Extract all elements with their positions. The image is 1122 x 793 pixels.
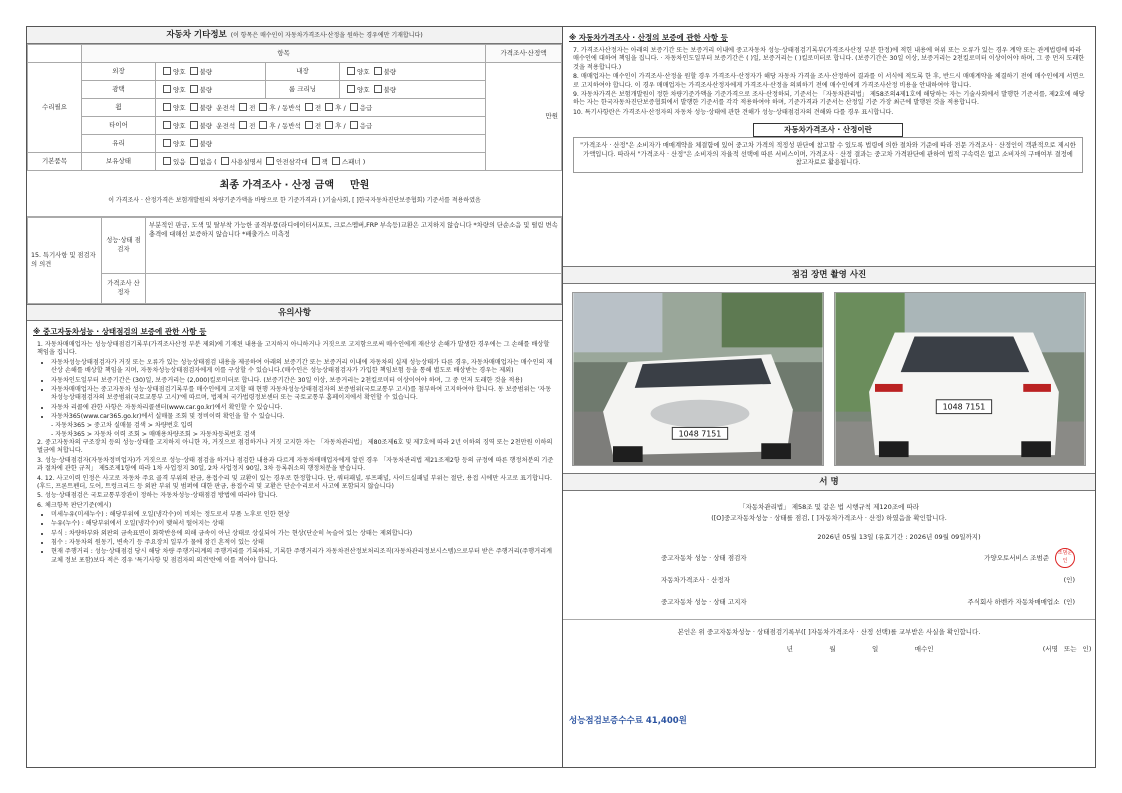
checkbox[interactable] <box>190 67 198 75</box>
price-header: 가격조사·산정액 <box>486 45 562 63</box>
checkbox[interactable] <box>163 67 171 75</box>
item-header: 항목 <box>82 45 486 63</box>
final-price-box: 최종 가격조사 · 산정 금액 만원 이 가격조사 · 산정가격은 보험개발원의 차량기준가액을 바탕으로 한 기준가격과 ( )기술사회, [ ]한국자동차진단보증협회) 기준서를 적용하였음 <box>27 171 562 217</box>
checkbox[interactable] <box>347 67 355 75</box>
opinion-table: 15. 특기사항 및 점검자의 의견 성능·상태 점검자 부분적인 판금, 도색 및 탈부착 가능한 골격부품(라디에이터서포트, 크로스멤버,FRP 부속등)교환은 고지하지 않습니다 *차량의 단순소음 및 떨림 변속충격에 대해선 보증하지 않습니다 *배출가스 미측정 가격조사 산정자 <box>27 217 562 304</box>
checkbox[interactable] <box>350 103 358 111</box>
checkbox[interactable] <box>190 157 198 165</box>
checkbox[interactable] <box>163 139 171 147</box>
caution-title: 유의사항 <box>27 304 562 321</box>
price-unit: 만원 <box>486 63 562 171</box>
checkbox[interactable] <box>259 121 267 129</box>
inspector-opinion: 부분적인 판금, 도색 및 탈부착 가능한 골격부품(라디에이터서포트, 크로스멤버,FRP 부속등)교환은 고지하지 않습니다 *차량의 단순소음 및 떨림 변속충격에 대해선 보증하지 않습니다 *배출가스 미측정 <box>146 218 562 274</box>
checkbox[interactable] <box>259 103 267 111</box>
etc-info-title: 자동차 기타정보 (이 항목은 매수인이 자동차가격조사·산정을 원하는 경우에만 기재합니다) <box>27 27 562 44</box>
checkbox[interactable] <box>266 157 274 165</box>
checkbox[interactable] <box>325 121 333 129</box>
appraisal-definition-text: "가격조사 · 산정"은 소비자가 매매계약을 체결함에 있어 중고차 가격의 적정성 판단에 참고할 수 있도록 법령에 의한 절차와 기준에 따라 전문 가격조사 · 산정인이 객관적으로 제시한 가액입니다. 따라서 "가격조사 · 산정"은 소비자의 자율적 선택에 따른 서비스이며, 가격조사 · 산정 결과는 중고차 가격판단에 관하여 법적 구속력은 없고 소비자의 구매여부 결정에 참고자료로 활용됩니다. <box>573 137 1083 173</box>
price-guarantee-section: ※ 자동차가격조사 · 산정의 보증에 관한 사항 등 7. 가격조사산정자는 아래의 보증기간 또는 보증거리 이내에 중고자동차 성능·상태점검기록부(가격조사산정 부분 한정)에 적힌 내용에 허위 또는 오류가 있는 경우 계약 또는 관계법령에 따라 매수인에 대하여 책임을 집니다. · 자동차인도일부터 보증기간은 ( )일, 보증거리는 ( )킬로미터로 합니다. (보증기간은 30일 이상, 보증거리는 2천킬로미터 이상이어야 하며, 그 중 먼저 도래한 것을 적용합니다.) 8. 매매업자는 매수인이 가격조사·산정을 원할 경우 가격조사·산정자가 해당 자동차 가격을 조사·산정하여 결과를 이 서식에 적도록 한 후, 반드시 매매계약을 체결하기 전에 매수인에게 서면으로 고지하여야 합니다. 이 경우 매매업자는 가격조사산정자에게 가격조사·산정을 의뢰하기 전에 매수인에게 가격조사산정 비용을 안내하여야 합니다. 9. 자동차가격은 보험개발원이 정한 차량기준가액을 기준가격으로 조사·산정하되, 기준서는 「자동차관리법」 제58조의4제1호에 해당하는 자는 기술사회에서 발행한 기준서를, 제2호에 해당하는 자는 한국자동차진단보증협회에서 발행한 기준서를 각각 적용하여야 하며, 기준가격과 기준서는 산정일 기준 가장 최근에 발행된 것을 적용합니다. 10. 특기사항란은 가격조사·산정자의 자동차 성능·상태에 관한 견해가 성능·상태점검자의 견해와 다를 경우 표시합니다. 자동차가격조사 · 산정이란 "가격조사 · 산정"은 소비자가 매매계약을 체결함에 있어 중고차 가격의 적정성 판단에 참고할 수 있도록 법령에 의한 절차와 기준에 따라 전문 가격조사 · 산정인이 객관적으로 제시한 가액입니다. 따라서 "가격조사 · 산정"은 소비자의 자율적 선택에 따른 서비스이며, 가격조사 · 산정 결과는 중고차 가격판단에 관하여 법적 구속력은 없고 소비자의 구매여부 결정에 참고자료로 활용됩니다. <box>563 27 1095 267</box>
checkbox[interactable] <box>221 157 229 165</box>
checkbox[interactable] <box>374 67 382 75</box>
front-car-photo <box>572 292 824 466</box>
appraisal-definition-label: 자동차가격조사 · 산정이란 <box>753 123 903 137</box>
caution-body: ※ 중고자동차성능 · 상태점검의 보증에 관한 사항 등 1. 자동차매매업자는 성능상태점검기록부(가격조사산정 부분 제외)에 기재된 내용을 고지하지 아니하거나 거짓으로 고지함으로써 매수인에게 재산상 손해가 발생한 경우에는 그 손해를 배상할 책임을 집니다. • 자동차성능상태점검자가 거짓 또는 오류가 있는 성능상태점검 내용을 제공하여 아래의 보증기간 또는 보증거리 이내에 자동차의 실제 성능상태가 다른 경우, 자동차매매업자는 매수인의 재산상 손해를 배상할 책임을 지며, 자동차성능상태점검자에게 이를 구상할 수 있습니다.(매수인은 성능상태점검자가 가입한 책임보험 등을 통해 별도로 배상받는 경우는 제외) • 자동차인도일부터 보증기간은 (30)일, 보증거리는 (2,000)킬로미터로 합니다. (보증기간은 30일 이상, 보증거리는 2천킬로미터 이상이어야 하며, 그 중 먼저 도래한 것을 적용) • 자동차매매업자는 중고자동차 성능·상태점검기록부를 매수인에게 고지할 때 현행 자동차성능상태점검자의 보증범위(국토교통부 고시)를 첨부하여 고지하여야 합니다. 동 보증범위는 '자동차성능상태점검자의 보증범위(국토교통부 고시)'에 따르며, 법제처 국가법령정보센터 또는 국토교통부 홈페이지에서 확인할 수 있습니다. • 자동차 리콜에 관한 사항은 자동차리콜센터(www.car.go.kr)에서 확인할 수 있습니다. • 자동차365(www.car365.go.kr)에서 실매물 조회 및 정비이력 확인을 할 수 있습니다. - 자동차365 > 중고차 실매물 검색 > 차량번호 입력 - 자동차365 > 자동차 이력 조회 > 매매용차량조회 > 자동차등록번호 검색 2. 중고자동차의 구조장치 등의 성능·상태를 고지하지 아니한 자, 거짓으로 점검하거나 거짓 고지한 자는 「자동차관리법」 제80조제6호 및 제7호에 따라 2년 이하의 징역 또는 2천만원 이하의 벌금에 처합니다. 3. 성능·상태점검자(자동차정비업자)가 거짓으로 성능·상태 점검을 하거나 점검한 내용과 다르게 자동차매매업자에게 알린 경우 「자동차관리법 제21조제2항 등의 규정에 따른 행정처분의 기준과 절차에 관한 규칙」 제5조제1항에 따라 1차 사업정지 30일, 2차 사업정지 90일, 3차 등록취소의 행정처분을 받습니다. 4. 12. 사고이력 인정은 사고로 자동차 주요 골격 부위의 판금, 용접수리 및 교환이 있는 경우로 한정합니다. 단, 쿼터패널, 루프패널, 사이드실패널 부위는 절단, 용접 시에만 사고로 표기합니다. (후드, 프론트펜더, 도어, 트렁크리드 등 외판 부위 및 범퍼에 대한 판금, 용접수리 및 교환은 단순수리로서 사고에 포함되지 않습니다) 5. 성능·상태점검은 국토교통부장관이 정하는 자동차성능·상태점검 방법에 따라야 합니다. 6. 체크항목 판단기준(예시) • 미세누유(미세누수) : 해당부위에 오일(냉각수)이 비치는 정도로서 부품 노후로 인한 현상 • 누유(누수) : 해당부위에서 오일(냉각수)이 맺혀서 떨어지는 상태 • 부식 : 차량하부와 외판의 금속표면이 화학반응에 의해 금속이 아닌 상태로 상실되어 가는 현상(단순히 녹슬어 있는 상태는 제외합니다) • 침수 : 자동차의 원동기, 변속기 등 주요장치 일부가 물에 잠긴 흔적이 있는 상태 • 현재 주행거리 : 성능·상태점검 당시 해당 차량 주행거리계의 주행거리를 기록하되, 기록한 주행거리가 자동차전산정보처리조직(자동차관리정보시스템)으로부터 받은 주행거리(주행거리계 교체 정보 포함)보다 적은 경우 '특기사항 및 점검자의 의견'란에 이를 적어야 합니다. <box>27 321 562 767</box>
signature-title: 서 명 <box>563 474 1095 491</box>
opinion-label: 15. 특기사항 및 점검자의 의견 <box>28 218 102 304</box>
checkbox[interactable] <box>325 103 333 111</box>
checkbox[interactable] <box>347 85 355 93</box>
guarantee-fee: 성능점검보증수수료 41,400원 <box>569 715 687 726</box>
checkbox[interactable] <box>190 139 198 147</box>
checkbox[interactable] <box>312 157 320 165</box>
photo-area <box>563 284 1095 474</box>
checkbox[interactable] <box>350 121 358 129</box>
left-column <box>27 27 563 767</box>
rear-car-photo <box>834 292 1086 466</box>
checkbox[interactable] <box>190 85 198 93</box>
checkbox[interactable] <box>305 121 313 129</box>
right-column <box>563 27 1095 767</box>
inspection-record-page <box>26 26 1096 768</box>
checkbox[interactable] <box>305 103 313 111</box>
rear-plate-text: 1048 7151 <box>942 402 986 412</box>
checkbox[interactable] <box>374 85 382 93</box>
photo-title: 점검 장면 촬영 사진 <box>563 267 1095 284</box>
checkbox[interactable] <box>239 121 247 129</box>
repair-label: 수리필요 <box>28 63 82 153</box>
etc-info-table: 항목 가격조사·산정액 수리필요 외장 양호 불량 내장 양호 불량 만원 광택 양호 불량 룸 크리닝 양호 불량 휠 양호 불량 운전석 전 후 / 동반석 전 후 / 응급 타이어 양호 불량 운전석 전 후 / 동반석 전 후 / 응급 유리 양호 불량 기본품목 보유상태 있음 없음 ( 사용설명서 안전삼각대 잭 스패너 ) <box>27 44 562 171</box>
front-plate-text: 1048 7151 <box>678 429 722 439</box>
checkbox[interactable] <box>163 85 171 93</box>
inspector-stamp: 조범준인 <box>1055 548 1075 568</box>
checkbox[interactable] <box>163 121 171 129</box>
checkbox[interactable] <box>332 157 340 165</box>
signature-area: 「자동차관리법」 제58조 및 같은 법 시행규칙 제120조에 따라 ([O]중고자동차성능 · 상태를 점검, [ ]자동차가격조사 · 산정) 하였음을 확인합니다. 2026년 05월 13일 (유효기간 : 2026년 09월 09일까지) 중고자동차 성능 · 상태 점검자 가양오토서비스 조범준조범준인 자동차가격조사 · 산정자 (인) 중고자동차 성능 · 상태 고지자 주식회사 하벤카 자동차매매업소 (인) 본인은 위 중고자동차성능 · 상태점검기록부([ ]자동차가격조사 · 산정 선택)를 교부받은 사실을 확인합니다. 년 월 일 매수인 (서명 또는 인) 성능점검보증수수료 41,400원 <box>563 491 1095 767</box>
checkbox[interactable] <box>239 103 247 111</box>
checkbox[interactable] <box>190 103 198 111</box>
checkbox[interactable] <box>163 157 171 165</box>
basic-label: 기본품목 <box>28 153 82 171</box>
checkbox[interactable] <box>190 121 198 129</box>
checkbox[interactable] <box>163 103 171 111</box>
